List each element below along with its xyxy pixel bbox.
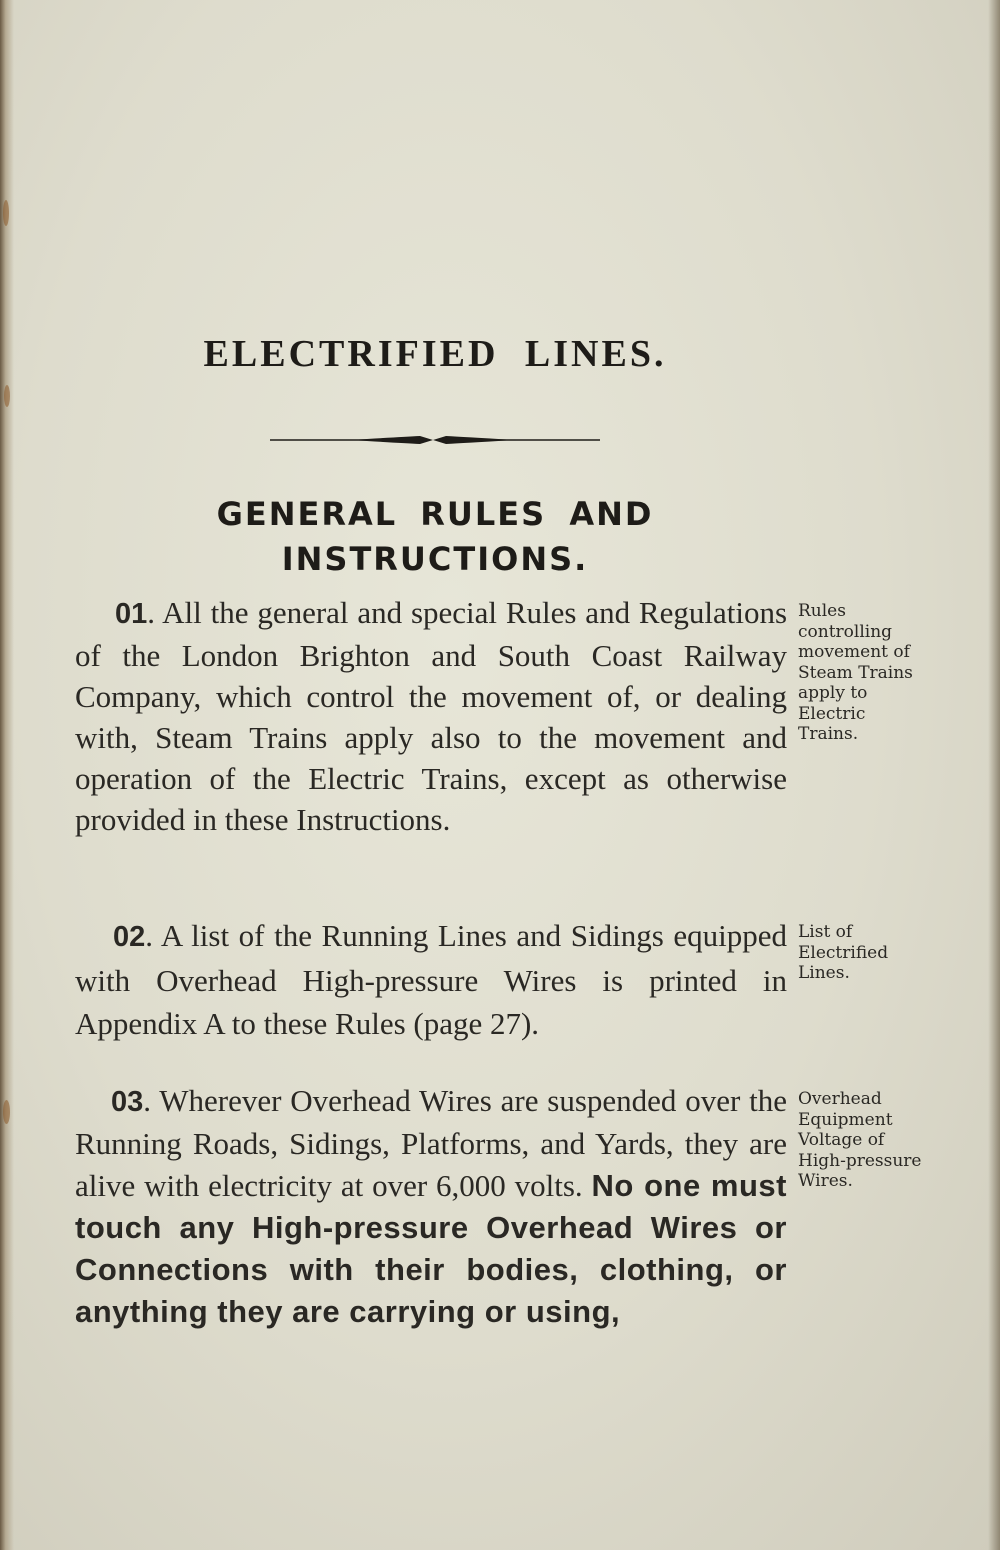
rule-paragraph: 01. All the general and special Rules and Regulations of the London Brighton and South Coast Railway Company, which control the movement of, or dealing with, Steam Trains apply also to the movement and operation of the Electric Trains, except as otherwise provided in these Instructions. bbox=[75, 595, 788, 837]
page-title: ELECTRIFIED LINES. bbox=[203, 333, 667, 375]
rule-number: 01 bbox=[115, 598, 148, 630]
margin-note: Rules controlling movement of Steam Trains apply to Electric Trains. bbox=[798, 601, 913, 744]
margin-note: List of Electrified Lines. bbox=[798, 922, 889, 983]
rule-number: 03 bbox=[111, 1086, 144, 1118]
rule-text: A list of the Running Lines and Sidings equipped with Overhead High-pressure Wires is printed in Appendix A to these Rules (page 27). bbox=[75, 918, 787, 1041]
rule-paragraph: 02. A list of the Running Lines and Sidings equipped with Overhead High-pressure Wires is printed in Appendix A to these Rules (page 27). bbox=[75, 918, 787, 1041]
rule-warning-text: No one must touch any High-pressure Overhead Wires or Connections with their bodies, clothing, or anything they are carrying or using, bbox=[75, 1168, 787, 1329]
rust-spot bbox=[3, 200, 9, 226]
margin-note: Overhead Equipment Voltage of High-pressure Wires. bbox=[798, 1089, 922, 1191]
rust-spot bbox=[3, 1100, 10, 1124]
rule-number: 02 bbox=[113, 921, 146, 953]
rust-spot bbox=[4, 385, 10, 407]
rule-text: All the general and special Rules and Regulations of the London Brighton and South Coast Railway Company, which control the movement of, or dealing with, Steam Trains apply also to the movement and operation of the Electric Trains, except as otherwise provided in these Instructions. bbox=[75, 595, 788, 837]
rule-paragraph: 03. Wherever Overhead Wires are suspended over the Running Roads, Sidings, Platforms, and Yards, they are alive with electricity at over 6,000 volts. No one must touch any High-pressure Overhead Wires or Connections with their bodies, clothing, or anything they are carrying or using, bbox=[75, 1083, 787, 1329]
ornament-divider bbox=[270, 430, 600, 450]
page-left-edge bbox=[0, 0, 14, 1550]
rule-text: Wherever Overhead Wires are suspended over the Running Roads, Sidings, Platforms, and Yards, they are alive with electricity at over 6,000 volts. bbox=[75, 1083, 787, 1203]
section-heading: GENERAL RULES AND INSTRUCTIONS. bbox=[216, 495, 654, 578]
page-right-edge bbox=[988, 0, 1000, 1550]
